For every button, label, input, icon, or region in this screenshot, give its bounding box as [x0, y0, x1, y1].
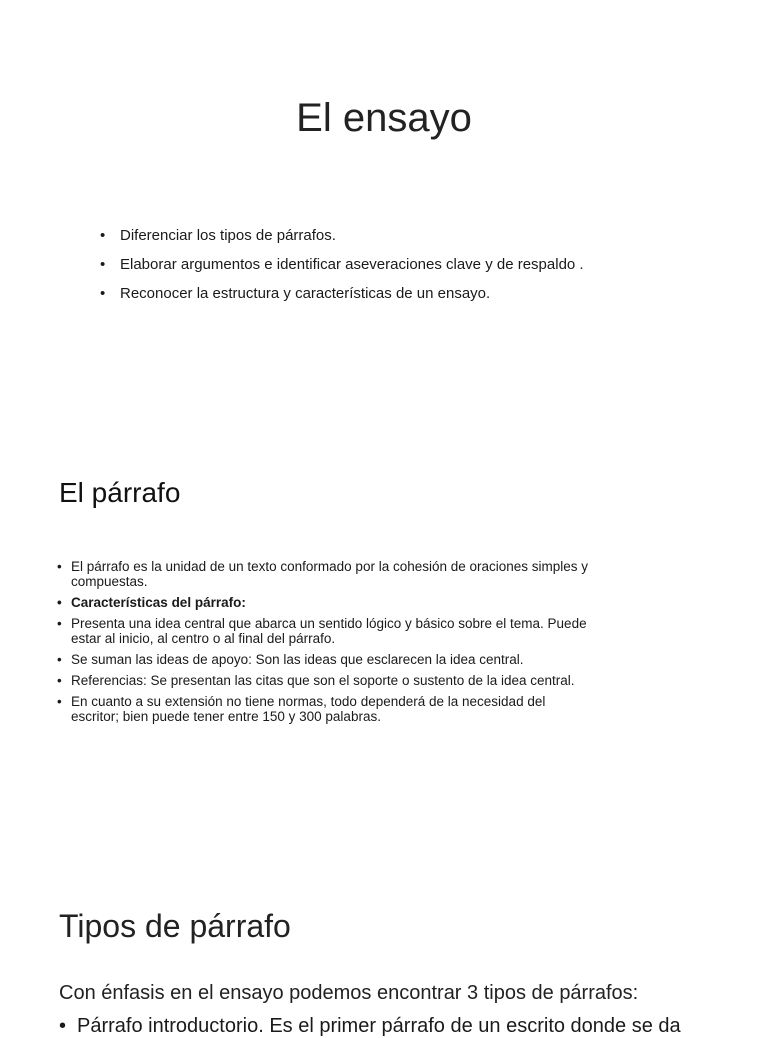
- list-item: • Diferenciar los tipos de párrafos.: [100, 226, 720, 246]
- slide-objectives: [0, 0, 768, 432]
- list-item: • En cuanto a su extensión no tiene normas, todo dependerá de la necesidad del escritor; bien puede tener entre 150 y 300 palabras.: [57, 694, 597, 724]
- list-item: • Se suman las ideas de apoyo: Son las ideas que esclarecen la idea central.: [57, 652, 597, 667]
- list-item: • Párrafo introductorio. Es el primer párrafo de un escrito donde se da: [59, 1014, 739, 1038]
- intro-text: Con énfasis en el ensayo podemos encontrar 3 tipos de párrafos:: [59, 982, 639, 1004]
- list-item: • Elaborar argumentos e identificar aseveraciones clave y de respaldo .: [100, 255, 720, 275]
- objectives-list: [100, 226, 720, 313]
- list-item: • El párrafo es la unidad de un texto conformado por la cohesión de oraciones simples y compuestas.: [57, 559, 597, 589]
- paragraph-list: [57, 559, 597, 730]
- types-list: [59, 1014, 739, 1038]
- slide-title: El párrafo: [59, 477, 181, 508]
- slide-paragraph: [0, 432, 768, 864]
- list-item: • Referencias: Se presentan las citas que son el soporte o sustento de la idea central.: [57, 673, 597, 688]
- list-item-heading: • Características del párrafo:: [57, 595, 597, 610]
- slide-title: Tipos de párrafo: [59, 908, 291, 944]
- list-item: • Presenta una idea central que abarca un sentido lógico y básico sobre el tema. Puede estar al inicio, al centro o al final del párrafo.: [57, 616, 597, 646]
- list-item: • Reconocer la estructura y características de un ensayo.: [100, 284, 720, 304]
- slide-title: El ensayo: [296, 96, 472, 140]
- slide-paragraph-types: [0, 864, 768, 1037]
